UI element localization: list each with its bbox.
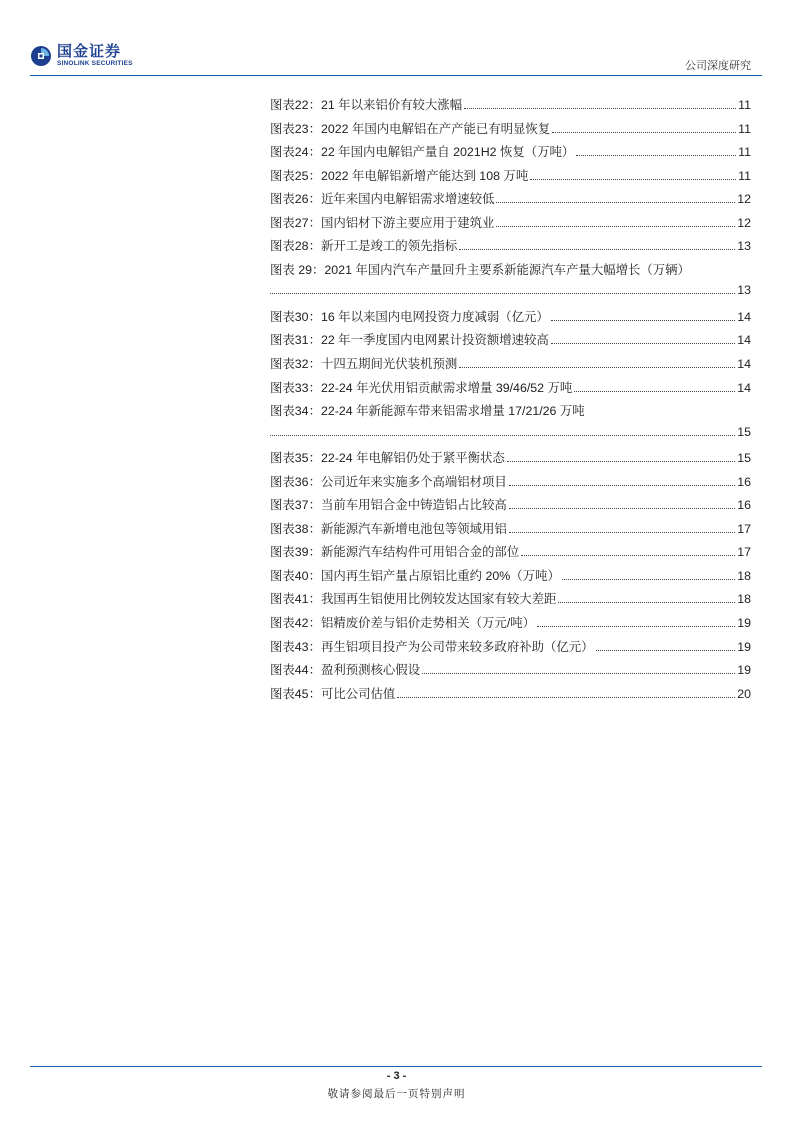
sinolink-logo-icon bbox=[30, 45, 52, 67]
toc-dot-leader bbox=[397, 697, 735, 698]
toc-entry[interactable] bbox=[270, 472, 751, 496]
toc-entry-page: 19 bbox=[737, 639, 751, 654]
toc-entry-title: 图表26：近年来国内电解铝需求增速较低 bbox=[270, 192, 495, 207]
toc-entry-page: 20 bbox=[737, 686, 751, 701]
toc-entry-page: 11 bbox=[738, 121, 751, 136]
toc-entry-page: 11 bbox=[738, 168, 751, 183]
page-number: - 3 - bbox=[386, 1070, 407, 1082]
toc-entry-continuation[interactable] bbox=[270, 425, 751, 449]
toc-entry-page: 15 bbox=[737, 451, 751, 466]
toc-entry-page: 16 bbox=[737, 474, 751, 489]
toc-entry-title: 图表33：22-24 年光伏用铝贡献需求增量 39/46/52 万吨 bbox=[270, 380, 573, 395]
toc-dot-leader bbox=[521, 555, 735, 556]
toc-entry[interactable] bbox=[270, 542, 751, 566]
toc-entry-title: 图表40：国内再生铝产量占原铝比重约 20%（万吨） bbox=[270, 568, 560, 583]
toc-entry-title: 图表32：十四五期间光伏装机预测 bbox=[270, 357, 458, 372]
toc-entry-title: 图表24：22 年国内电解铝产量自 2021H2 恢复（万吨） bbox=[270, 145, 575, 160]
toc-entry-title: 图表35：22-24 年电解铝仍处于紧平衡状态 bbox=[270, 451, 505, 466]
toc-entry[interactable] bbox=[270, 166, 751, 190]
toc-entry[interactable] bbox=[270, 189, 751, 213]
toc-entry-title: 图表25：2022 年电解铝新增产能达到 108 万吨 bbox=[270, 168, 529, 183]
toc-entry-title: 图表44：盈利预测核心假设 bbox=[270, 663, 421, 678]
toc-entry[interactable] bbox=[270, 260, 751, 284]
toc-entry-page: 17 bbox=[737, 521, 751, 536]
toc-dot-leader bbox=[558, 602, 735, 603]
toc-entry-page: 19 bbox=[737, 616, 751, 631]
header-divider bbox=[30, 75, 762, 76]
toc-entry-page: 14 bbox=[737, 333, 751, 348]
toc-entry[interactable] bbox=[270, 142, 751, 166]
toc-entry-continuation[interactable] bbox=[270, 283, 751, 307]
toc-entry-page: 12 bbox=[737, 192, 751, 207]
footer-divider bbox=[30, 1066, 762, 1067]
toc-dot-leader bbox=[459, 249, 735, 250]
toc-dot-leader bbox=[496, 226, 735, 227]
disclaimer-text: 敬请参阅最后一页特别声明 bbox=[327, 1088, 466, 1100]
toc-entry[interactable] bbox=[270, 307, 751, 331]
toc-entry[interactable] bbox=[270, 566, 751, 590]
toc-entry-title: 图表42：铝精废价差与铝价走势相关（万元/吨） bbox=[270, 616, 536, 631]
toc-dot-leader bbox=[422, 673, 735, 674]
toc-entry[interactable] bbox=[270, 448, 751, 472]
toc-entry-title: 图表34：22-24 年新能源车带来铝需求增量 17/21/26 万吨 bbox=[270, 404, 585, 419]
toc-entry-title: 图表28：新开工是竣工的领先指标 bbox=[270, 239, 458, 254]
toc-dot-leader bbox=[574, 391, 735, 392]
logo-chinese-name: 国金证券 bbox=[57, 43, 122, 60]
page-header bbox=[0, 0, 793, 80]
toc-entry-title: 图表39：新能源汽车结构件可用铝合金的部位 bbox=[270, 545, 520, 560]
toc-dot-leader bbox=[551, 343, 735, 344]
toc-dot-leader bbox=[509, 508, 735, 509]
toc-dot-leader bbox=[507, 461, 735, 462]
toc-entry-title: 图表36：公司近年来实施多个高端铝材项目 bbox=[270, 474, 507, 489]
toc-entry-title: 图表43：再生铝项目投产为公司带来较多政府补助（亿元） bbox=[270, 639, 594, 654]
toc-dot-leader bbox=[576, 155, 736, 156]
toc-dot-leader bbox=[552, 132, 736, 133]
toc-entry-page: 15 bbox=[737, 424, 751, 439]
toc-entry[interactable] bbox=[270, 637, 751, 661]
toc-entry-page: 18 bbox=[737, 568, 751, 583]
toc-entry-title: 图表45：可比公司估值 bbox=[270, 686, 396, 701]
toc-dot-leader bbox=[496, 202, 735, 203]
toc-dot-leader bbox=[537, 626, 735, 627]
toc-dot-leader bbox=[530, 179, 736, 180]
toc-entry[interactable] bbox=[270, 401, 751, 425]
toc-dot-leader bbox=[509, 532, 735, 533]
toc-dot-leader bbox=[459, 367, 735, 368]
toc-entry[interactable] bbox=[270, 613, 751, 637]
toc-entry-page: 14 bbox=[737, 309, 751, 324]
toc-entry[interactable] bbox=[270, 378, 751, 402]
toc-entry-page: 16 bbox=[737, 498, 751, 513]
toc-entry-page: 13 bbox=[737, 283, 751, 298]
toc-dot-leader bbox=[551, 320, 735, 321]
toc-entry-page: 12 bbox=[737, 215, 751, 230]
figure-index-list bbox=[270, 95, 751, 707]
toc-entry-page: 11 bbox=[738, 98, 751, 112]
toc-entry-page: 13 bbox=[737, 239, 751, 254]
toc-entry-title: 图表38：新能源汽车新增电池包等领域用铝 bbox=[270, 521, 507, 536]
toc-dot-leader bbox=[464, 108, 736, 109]
toc-entry-title: 图表 29：2021 年国内汽车产量回升主要系新能源汽车产量大幅增长（万辆） bbox=[270, 262, 690, 277]
toc-entry[interactable] bbox=[270, 660, 751, 684]
toc-dot-leader bbox=[270, 293, 735, 294]
toc-entry[interactable] bbox=[270, 95, 751, 119]
toc-dot-leader bbox=[270, 435, 735, 436]
toc-entry[interactable] bbox=[270, 213, 751, 237]
toc-entry[interactable] bbox=[270, 589, 751, 613]
toc-entry-title: 图表23：2022 年国内电解铝在产产能已有明显恢复 bbox=[270, 121, 551, 136]
toc-entry[interactable] bbox=[270, 330, 751, 354]
toc-entry-title: 图表30：16 年以来国内电网投资力度减弱（亿元） bbox=[270, 309, 549, 324]
toc-entry[interactable] bbox=[270, 519, 751, 543]
toc-entry[interactable] bbox=[270, 495, 751, 519]
toc-entry-title: 图表41：我国再生铝使用比例较发达国家有较大差距 bbox=[270, 592, 557, 607]
toc-entry-page: 11 bbox=[738, 145, 751, 160]
toc-dot-leader bbox=[562, 579, 735, 580]
toc-entry-page: 17 bbox=[737, 545, 751, 560]
logo-english-name: SINOLINK SECURITIES bbox=[57, 60, 133, 67]
toc-entry-page: 14 bbox=[737, 357, 751, 372]
toc-entry[interactable] bbox=[270, 354, 751, 378]
toc-entry[interactable] bbox=[270, 236, 751, 260]
toc-entry-title: 图表31：22 年一季度国内电网累计投资额增速较高 bbox=[270, 333, 549, 348]
toc-entry[interactable] bbox=[270, 119, 751, 143]
toc-entry-title: 图表27：国内铝材下游主要应用于建筑业 bbox=[270, 215, 495, 230]
company-logo bbox=[30, 44, 133, 68]
toc-entry[interactable] bbox=[270, 684, 751, 708]
toc-entry-page: 18 bbox=[737, 592, 751, 607]
toc-dot-leader bbox=[509, 485, 735, 486]
toc-entry-page: 14 bbox=[737, 380, 751, 395]
toc-entry-title: 图表37：当前车用铝合金中铸造铝占比较高 bbox=[270, 498, 507, 513]
toc-dot-leader bbox=[596, 650, 736, 651]
toc-entry-page: 19 bbox=[737, 663, 751, 678]
toc-entry-title: 图表22：21 年以来铝价有较大涨幅 bbox=[270, 98, 463, 112]
report-type-label: 公司深度研究 bbox=[685, 60, 751, 72]
